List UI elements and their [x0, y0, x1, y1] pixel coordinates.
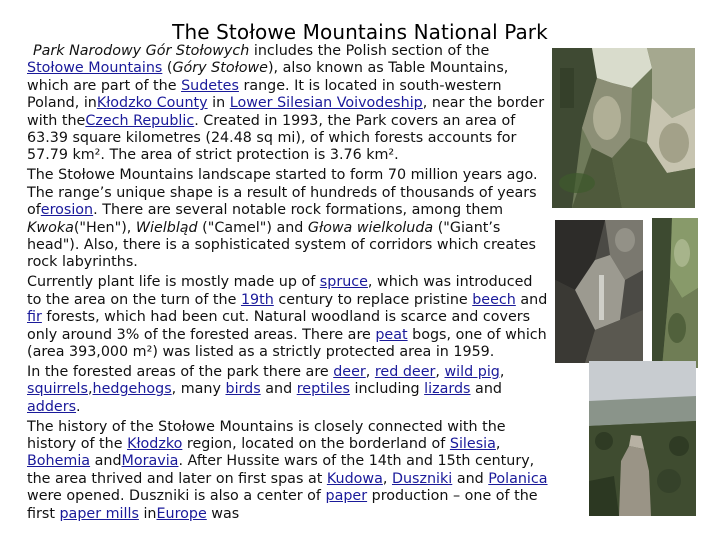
rock-name-wielblad: Wielbląd	[135, 219, 198, 236]
link-europe[interactable]: Europe	[156, 505, 207, 522]
text-span: in	[138, 505, 157, 522]
rock-name-glowa: Głowa wielkoluda	[307, 219, 434, 236]
text-span: and	[452, 470, 489, 487]
slide-title: The Stołowe Mountains National Park	[172, 20, 548, 44]
text-span: , many	[171, 381, 226, 398]
link-reptiles[interactable]: reptiles	[296, 381, 350, 398]
link-kudowa[interactable]: Kudowa	[326, 470, 383, 487]
text-span: .	[76, 398, 81, 415]
text-span: In the forested areas of the park there are	[27, 363, 334, 380]
text-span: ("Camel") and	[197, 219, 308, 236]
link-klodzko-county[interactable]: Kłodzko County	[96, 95, 208, 112]
rock-formations-image	[552, 48, 695, 208]
text-span: ,	[435, 363, 445, 380]
text-span: ,	[382, 470, 392, 487]
link-red-deer[interactable]: red deer	[374, 363, 436, 380]
link-czech-republic[interactable]: Czech Republic	[85, 112, 195, 129]
text-span: forests, which had been cut. Natural woodland is scarce and covers only around 3% of the forested areas. There are	[27, 309, 531, 343]
paragraph-history	[27, 419, 549, 523]
link-adders[interactable]: adders	[27, 398, 77, 415]
text-span: The history of the Stołowe Mountains is closely connected with the history of the	[27, 418, 506, 452]
link-spruce[interactable]: spruce	[319, 274, 368, 291]
link-19th[interactable]: 19th	[240, 291, 274, 308]
link-sudetes[interactable]: Sudetes	[181, 77, 239, 94]
text-span: and	[260, 381, 297, 398]
text-span: were opened. Duszniki is also a center of	[27, 488, 326, 505]
text-span: was	[206, 505, 240, 522]
link-lizards[interactable]: lizards	[424, 381, 471, 398]
text-span: ,	[365, 363, 375, 380]
link-beech[interactable]: beech	[472, 291, 516, 308]
link-wild-pig[interactable]: wild pig	[444, 363, 500, 380]
link-squirrels[interactable]: squirrels	[27, 381, 88, 398]
text-span: and	[470, 381, 502, 398]
paragraph-overview	[27, 43, 549, 165]
link-paper-mills[interactable]: paper mills	[59, 505, 139, 522]
text-span: Currently plant life is mostly made up of	[27, 274, 320, 291]
text-span: century to replace pristine	[273, 291, 473, 308]
text-span: and	[90, 453, 122, 470]
link-paper[interactable]: paper	[325, 488, 368, 505]
text-span: ,	[87, 381, 93, 398]
link-erosion[interactable]: erosion	[40, 202, 94, 219]
link-hedgehogs[interactable]: hedgehogs	[92, 381, 172, 398]
photo-forest-crevice	[652, 218, 698, 368]
link-klodzko[interactable]: Kłodzko	[127, 435, 183, 452]
text-span: ), also known as Table Mountains, which are part of the	[27, 60, 509, 94]
link-birds[interactable]: birds	[225, 381, 261, 398]
text-span: in	[207, 95, 230, 112]
forest-view-image	[589, 361, 696, 516]
text-span: includes the Polish section of the	[249, 43, 490, 59]
text-span: . There are several notable rock formations, among them	[93, 202, 504, 219]
link-deer[interactable]: deer	[333, 363, 366, 380]
text-span: ("Giant’s head"). Also, there is a sophisticated system of corridors which creates rock labyrinths.	[27, 219, 536, 271]
rock-name-kwoka: Kwoka	[27, 219, 74, 236]
link-stolowe-mountains[interactable]: Stołowe Mountains	[27, 60, 163, 77]
text-span: production – one of the first	[27, 488, 538, 522]
article-body	[27, 43, 549, 525]
photo-rock-gorge	[555, 220, 643, 363]
text-span: ,	[499, 363, 505, 380]
link-silesia[interactable]: Silesia	[449, 435, 496, 452]
photo-forest-view	[589, 361, 696, 516]
photo-rock-formations	[552, 48, 695, 208]
text-span: and	[515, 291, 548, 308]
text-span: . After Hussite wars of the 14th and 15th century, the area thrived and later on first spas at	[27, 453, 535, 487]
forest-crevice-image	[652, 218, 698, 368]
paragraph-plant-life	[27, 274, 549, 361]
text-span: ,	[495, 435, 501, 452]
paragraph-wildlife	[27, 364, 549, 416]
text-span: . Created in 1993, the Park covers an area of 63.39 square kilometres (24.48 sq mi), of which forests accounts for 57.79 km². The area of strict protection is 3.76 km².	[27, 112, 517, 164]
link-moravia[interactable]: Moravia	[121, 453, 179, 470]
park-polish-name: Park Narodowy Gór Stołowych	[33, 43, 250, 59]
text-span: , near the border with the	[27, 95, 545, 129]
polish-range-name: Góry Stołowe	[172, 60, 268, 77]
text-span: bogs, one of which (area 393,000 m²) was listed as a strictly protected area in 1959.	[27, 326, 547, 360]
text-span: including	[349, 381, 425, 398]
text-span: ("Hen"),	[73, 219, 136, 236]
link-bohemia[interactable]: Bohemia	[27, 453, 91, 470]
text-span: , which was introduced to the area on the turn of the	[27, 274, 533, 308]
link-peat[interactable]: peat	[375, 326, 408, 343]
text-span: range. It is located in south-western Poland, in	[27, 77, 502, 112]
link-fir[interactable]: fir	[27, 309, 42, 326]
text-span: The Stołowe Mountains landscape started to form 70 million years ago. The range’s unique shape is a result of hundreds of thousands of years of	[27, 167, 538, 219]
rock-gorge-image	[555, 220, 643, 363]
paragraph-landscape	[27, 167, 549, 271]
link-polanica[interactable]: Polanica	[488, 470, 548, 487]
link-duszniki[interactable]: Duszniki	[391, 470, 453, 487]
text-span: region, located on the borderland of	[182, 435, 450, 452]
text-span: (	[162, 60, 173, 77]
link-lower-silesian-voivodeship[interactable]: Lower Silesian Voivodeship	[229, 95, 423, 112]
